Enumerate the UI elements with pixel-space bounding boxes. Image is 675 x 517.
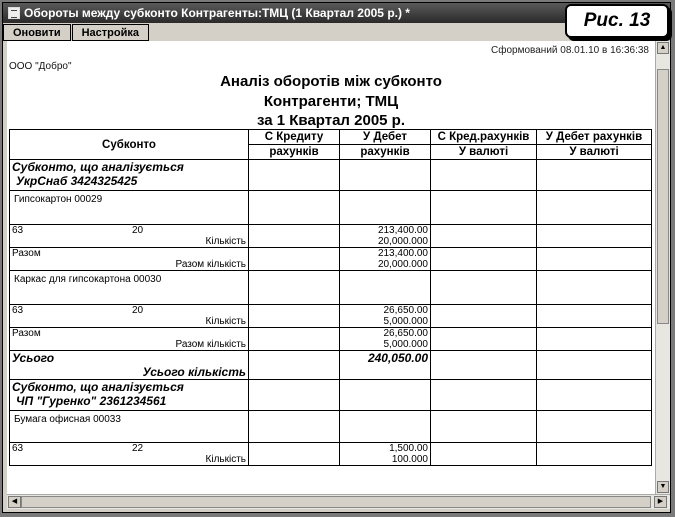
subtotal-debit: 26,650.00 <box>383 328 428 339</box>
table-row <box>10 248 652 271</box>
quantity-value: 5,000.000 <box>383 316 428 327</box>
group-label: Субконто, що аналізується <box>12 380 184 394</box>
subtotal-debit: 213,400.00 <box>377 248 428 259</box>
toolbar <box>3 24 150 41</box>
scroll-right-icon[interactable]: ▶ <box>654 496 667 508</box>
item-name: Гипсокартон 00029 <box>10 191 249 225</box>
scroll-up-icon[interactable]: ▲ <box>657 42 669 54</box>
table-row <box>10 443 652 466</box>
subtotal-quantity: 5,000.000 <box>383 339 428 350</box>
account-code: 63 <box>12 443 24 454</box>
header-debit-currency: У Дебет рахунків <box>537 130 652 145</box>
vertical-scrollbar[interactable] <box>655 41 670 494</box>
header-debit-currency-sub: У валюті <box>537 145 652 160</box>
subaccount-code: 22 <box>132 443 144 454</box>
turnover-table <box>9 129 652 466</box>
grand-total-label: Усього <box>12 351 55 365</box>
debit-value: 213,400.00 <box>377 225 428 236</box>
subtotal-quantity-label: Разом кількість <box>175 339 246 350</box>
window-title: Обороты между субконто Контрагенты:ТМЦ (1 Квартал 2005 р.) * <box>24 6 410 20</box>
subtotal-quantity-label: Разом кількість <box>175 259 246 270</box>
header-credit-sub: рахунків <box>249 145 340 160</box>
group-label: Субконто, що аналізується <box>12 160 184 174</box>
report-icon <box>8 7 20 19</box>
table-row <box>10 305 652 328</box>
header-debit: У Дебет <box>340 130 431 145</box>
report-document <box>7 41 655 494</box>
subaccount-code: 20 <box>132 305 144 316</box>
table-row <box>10 380 652 411</box>
debit-value: 26,650.00 <box>383 305 428 316</box>
generated-timestamp: Сформований 08.01.10 в 16:36:38 <box>491 45 649 56</box>
header-subkonto: Субконто <box>10 130 249 160</box>
account-code: 63 <box>12 225 24 236</box>
subtotal-quantity: 20,000.000 <box>377 259 428 270</box>
quantity-value: 100.000 <box>391 454 428 465</box>
header-debit-sub: рахунків <box>340 145 431 160</box>
header-credit-currency-sub: У валюті <box>431 145 537 160</box>
scroll-left-icon[interactable]: ◀ <box>8 496 21 508</box>
report-title: Аналіз оборотів між субконто <box>220 73 442 90</box>
subaccount-code: 20 <box>132 225 144 236</box>
grand-total-quantity-label: Усього кількість <box>142 365 246 379</box>
settings-button[interactable]: Настройка <box>72 24 149 41</box>
report-period: за 1 Квартал 2005 р. <box>256 112 405 129</box>
quantity-label: Кількість <box>205 454 246 465</box>
scroll-down-icon[interactable]: ▼ <box>657 481 669 493</box>
quantity-value: 20,000.000 <box>377 236 428 247</box>
quantity-label: Кількість <box>205 236 246 247</box>
organization-name: ООО "Добро" <box>9 61 72 72</box>
refresh-button[interactable]: Оновити <box>3 24 71 41</box>
debit-value: 1,500.00 <box>389 443 428 454</box>
group-name: ЧП "Гуренко" 2361234561 <box>16 394 167 408</box>
table-row <box>10 160 652 191</box>
quantity-label: Кількість <box>205 316 246 327</box>
table-row <box>10 225 652 248</box>
table-row <box>10 191 652 225</box>
table-row <box>10 351 652 380</box>
horizontal-scrollbar[interactable] <box>7 494 670 509</box>
grand-total-debit: 240,050.00 <box>340 351 431 380</box>
report-subtitle: Контрагенти; ТМЦ <box>263 93 399 110</box>
group-name: УкрСнаб 3424325425 <box>16 174 138 188</box>
horizontal-scroll-thumb[interactable] <box>21 496 651 508</box>
header-credit: С Кредиту <box>249 130 340 145</box>
item-name: Бумага офисная 00033 <box>10 411 249 443</box>
table-row <box>10 271 652 305</box>
table-row <box>10 328 652 351</box>
subtotal-label: Разом <box>12 248 41 259</box>
account-code: 63 <box>12 305 24 316</box>
header-credit-currency: С Кред.рахунків <box>431 130 537 145</box>
figure-badge: Рис. 13 <box>565 4 669 38</box>
subtotal-label: Разом <box>12 328 41 339</box>
item-name: Каркас для гипсокартона 00030 <box>10 271 249 305</box>
report-window <box>2 2 671 513</box>
table-row <box>10 411 652 443</box>
vertical-scroll-thumb[interactable] <box>657 69 669 324</box>
